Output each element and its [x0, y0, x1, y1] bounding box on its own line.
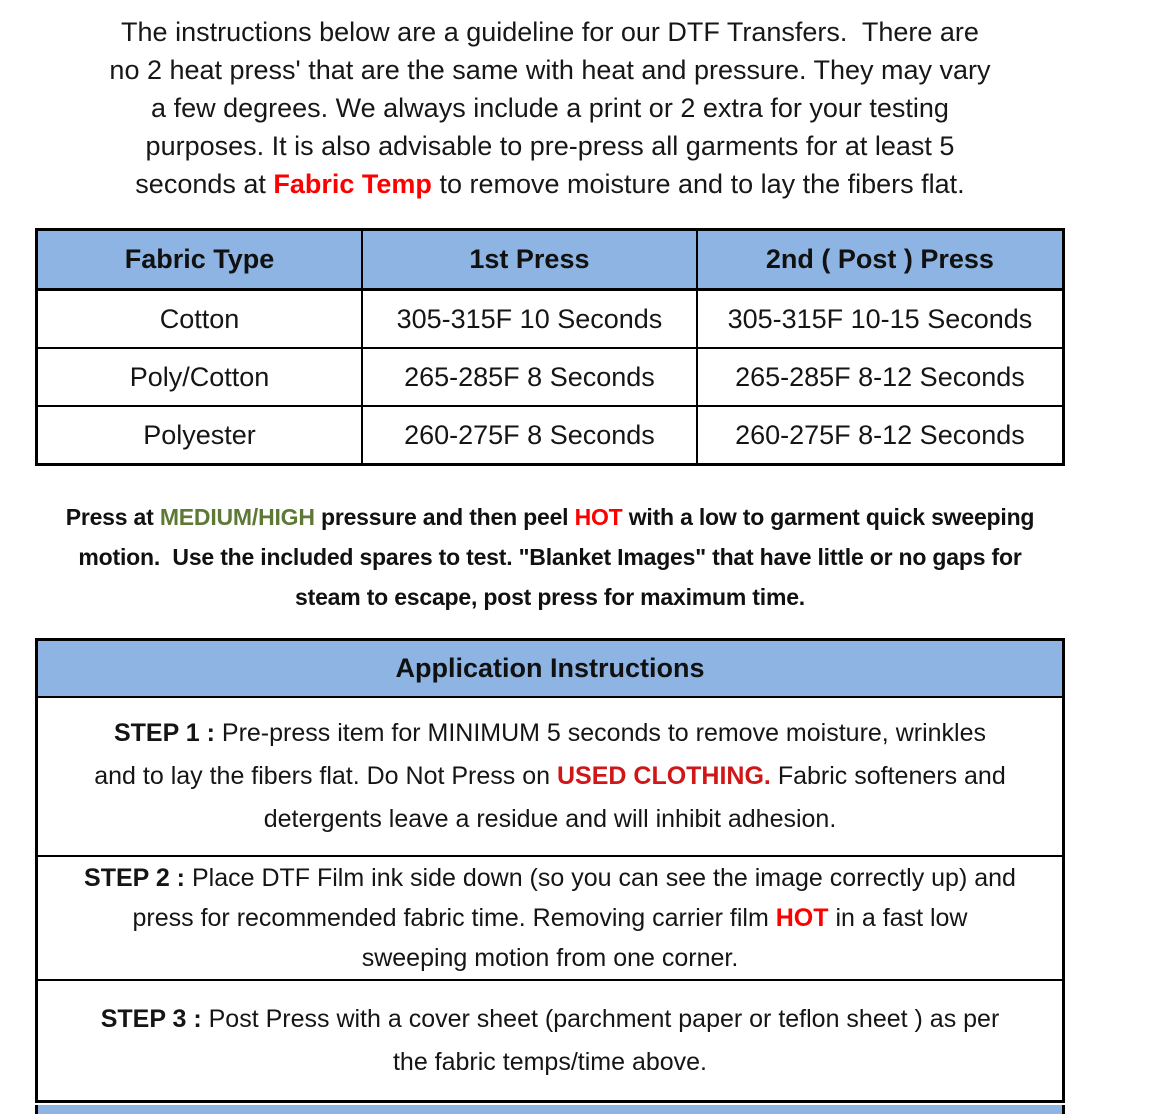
app-table-title: Application Instructions	[37, 640, 1064, 698]
step-2-line1: Place DTF Film ink side down (so you can see the image correctly up) and	[185, 864, 1016, 892]
fabric-table	[35, 228, 1065, 466]
step-2-line2-post: in a fast low	[828, 904, 968, 932]
step-1-label: STEP 1 :	[113, 719, 215, 747]
step-2-line2-pre: press for recommended fabric time. Removing carrier film	[132, 904, 776, 932]
step-1-line3: detergents leave a residue and will inhibit adhesion.	[263, 805, 837, 833]
step-2-cell	[37, 856, 1064, 980]
table-cell: 265-285F 8 Seconds	[362, 348, 697, 406]
hot-highlight: HOT	[574, 504, 623, 530]
step-2-label: STEP 2 :	[84, 864, 186, 892]
table-cell: 305-315F 10-15 Seconds	[697, 290, 1064, 349]
table-cell: Poly/Cotton	[37, 348, 363, 406]
intro-paragraph	[35, 0, 1065, 203]
table-row-poly-cotton	[37, 348, 1064, 406]
intro-line-3: a few degrees. We always include a print or 2 extra for your testing	[151, 93, 949, 123]
application-instructions-table	[35, 638, 1065, 1103]
table-row-step-1	[37, 697, 1064, 856]
medium-high-highlight: MEDIUM/HIGH	[159, 504, 315, 530]
used-clothing-highlight: USED CLOTHING.	[556, 762, 771, 790]
note-pre: Press at	[65, 504, 160, 530]
fabric-temp-highlight: Fabric Temp	[273, 169, 432, 199]
note-mid: pressure and then peel	[314, 504, 575, 530]
intro-line-2: no 2 heat press' that are the same with heat and pressure. They may vary	[109, 55, 991, 85]
intro-line-1: The instructions below are a guideline for our DTF Transfers. There are	[121, 17, 979, 47]
step-3-label: STEP 3 :	[100, 1004, 202, 1033]
press-note-paragraph	[35, 497, 1065, 617]
table-cell: Polyester	[37, 406, 363, 465]
step-3-line1: Post Press with a cover sheet (parchment paper or teflon sheet ) as per	[201, 1004, 1000, 1033]
table-row-step-2	[37, 856, 1064, 980]
table-row-cotton	[37, 290, 1064, 349]
step-1-line1: Pre-press item for MINIMUM 5 seconds to remove moisture, wrinkles	[214, 719, 986, 747]
table-cell: Cotton	[37, 290, 363, 349]
table-cell: 305-315F 10 Seconds	[362, 290, 697, 349]
step-1-cell	[37, 697, 1064, 856]
cutoff-blue-header-row	[35, 1105, 1065, 1114]
intro-line-5	[35, 165, 1065, 203]
header-cell-fabric-type: Fabric Type	[37, 230, 363, 290]
table-cell: 260-275F 8-12 Seconds	[697, 406, 1064, 465]
header-cell-first-press: 1st Press	[362, 230, 697, 290]
fabric-table-header-row	[37, 230, 1064, 290]
step-3-cell	[37, 980, 1064, 1102]
table-cell: 260-275F 8 Seconds	[362, 406, 697, 465]
header-cell-post-press: 2nd ( Post ) Press	[697, 230, 1064, 290]
intro-line5-pre: seconds at	[135, 169, 274, 199]
table-row-polyester	[37, 406, 1064, 465]
note-post: with a low to garment quick sweeping	[622, 504, 1035, 530]
step-3-line2: the fabric temps/time above.	[392, 1047, 708, 1076]
step-1-line2-pre: and to lay the fibers flat. Do Not Press on	[94, 762, 557, 790]
table-cell: 265-285F 8-12 Seconds	[697, 348, 1064, 406]
press-note-line-2: motion. Use the included spares to test. "Blanket Images" that have little or no gaps for	[78, 544, 1022, 570]
press-note-line-3: steam to escape, post press for maximum time.	[295, 584, 805, 610]
step-2-line3: sweeping motion from one corner.	[361, 944, 739, 972]
table-row-step-3	[37, 980, 1064, 1102]
intro-line5-post: to remove moisture and to lay the fibers flat.	[431, 169, 965, 199]
press-note-line-1	[35, 497, 1065, 537]
hot-highlight-step2: HOT	[775, 904, 829, 932]
app-table-header-row	[37, 640, 1064, 698]
intro-line-4: purposes. It is also advisable to pre-press all garments for at least 5	[145, 131, 955, 161]
step-1-line2-post: Fabric softeners and	[770, 762, 1006, 790]
